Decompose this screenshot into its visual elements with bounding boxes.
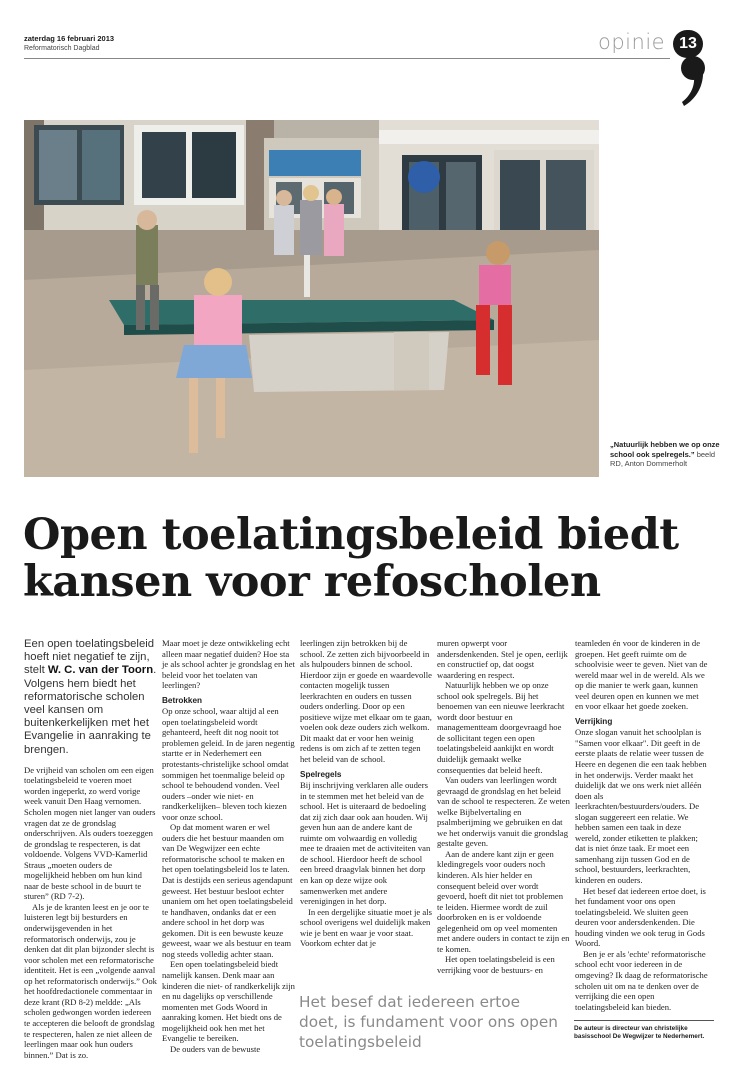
body-paragraph: Aan de andere kant zijn er geen kledingregels voor ouders noch kinderen. Als hier helder en consequent beleid over wordt gevoerd, hoeft dit niet tot problemen te leiden. Hiermee wordt de zuil doorbroken en is er voldoende gelegenheid om op veel momenten met andere ouders in contact te zijn en te komen. — [437, 848, 570, 954]
body-paragraph: Op onze school, waar altijd al een open toelatingsbeleid wordt gehanteerd, heeft dit nog nooit tot problemen geleid. In de jaren negentig startte er in Nederhemert een protestants-christelijke school omdat sommigen het toenmalige beleid op school te behoudend vonden. Veel ouders –onder wie niet- en randkerkelijken– bleven toch kiezen voor onze school. — [162, 706, 295, 822]
newspaper-name: Reformatorisch Dagblad — [24, 45, 100, 52]
body-paragraph: Als je de kranten leest en je oor te luisteren legt bij besturders en onderwijsgevenden in het reformatorisch onderwijs, zou je denken dat dit plan bijzonder slecht is voor scholen met een reformatorische identiteit. Het is een „volgende aanval op het reformatorisch onderwijs.” Ook het hoofdredactionele commentaar in deze krant (RD 8-2) meldde: „Als scholen gedwongen worden iedereen te accepteren die belooft de grondslag te respecteren, halen ze niet alleen de leerlingen maar ook hun ouders binnen.” Dat is zo. — [24, 901, 157, 1060]
headline — [23, 512, 723, 606]
photo-children-table-tennis — [24, 120, 599, 477]
masthead-rule — [24, 58, 670, 59]
headline-line-2: kansen voor refoscholen — [23, 557, 601, 607]
body-paragraph: leerlingen zijn betrokken bij de school. Ze zetten zich bijvoorbeeld in als hulpouders binnen de school. Hierdoor zijn er goede en waardevolle contacten mogelijk tussen leerkrachten en ouders en tussen ouders onderling. Door op een positieve wijze met elkaar om te gaan, voelen ook deze ouders zich welkom. Dit maakt dat er voor hen weinig redens is om zich af te zetten tegen het beleid van de school. — [300, 638, 432, 765]
body-paragraph: Ben je er als 'echte' reformatorische school echt voor iedereen in de omgeving? Ik daag de reformatorische scholen uit om na te denken over de verrijking die een open toelatingsbeleid kan bieden. — [575, 948, 708, 1012]
column-2 — [162, 638, 295, 1054]
caption-quote: „Natuurlijk hebben we op onze school ook spelregels.” — [610, 440, 720, 459]
lead-text-end: . Volgens hem biedt het reformatorische scholen veel kansen om buitenkerkelijken met het Evangelie in aanraking te brengen. — [24, 664, 157, 756]
body-paragraph: Het besef dat iedereen ertoe doet, is het fundament voor ons open toelatingsbeleid. We sluiten geen deuren voor andersdenkenden. Die houding vinden we ook terug in Gods Woord. — [575, 885, 706, 949]
subheading-spelregels: Spelregels — [300, 769, 342, 779]
body-paragraph: Op dat moment waren er wel ouders die het bestuur maanden om van De Wegwijzer een echte reformatorische school te maken en het open toelatingsbeleid los te laten. Dat is destijds een serieus agendapunt geweest. Het bestuur besloot echter unaniem om het open toelatingsbeleid te handhaven, ondanks dat er een andere school in het dorp was gekomen. Dit is een bewuste keuze geweest, waar we als bestuur en team nog steeds volledig achter staan. — [162, 822, 293, 959]
body-paragraph: Een open toelatingsbeleid biedt namelijk kansen. Denk maar aan kinderen die niet- of randkerkelijk zijn en nu dagelijks op verschillende momenten met Gods Woord in aanraking komen. Het biedt ons de mogelijkheid ook hen met het Evangelie te bereiken. — [162, 959, 295, 1044]
photo-caption — [610, 440, 720, 469]
body-paragraph: Van ouders van leerlingen wordt gevraagd de grondslag en het beleid van de school te respecteren. Ze weten welke Bijbelvertaling en psalmberijming we gebruiken en dat we het onderwijs vanuit die grondslag gestalte geven. — [437, 775, 570, 849]
lead-text: Een open toelatingsbeleid hoeft niet negatief te zijn, stelt — [24, 638, 155, 677]
column-3 — [300, 638, 433, 949]
subheading-verrijking: Verrijking — [575, 716, 613, 726]
body-paragraph: Natuurlijk hebben we op onze school ook spelregels. Bij het benoemen van een nieuwe leerkracht wordt door bestuur en managementteam doorgevraagd hoe de sollicitant tegen een open toelatingsbeleid aankijkt en wordt duidelijk gemaakt welke consequenties dat beleid heeft. — [437, 680, 565, 775]
author-note: De auteur is directeur van christelijke basisschool De Wegwijzer te Nederhemert. — [574, 1020, 714, 1042]
body-paragraph: Het open toelatingsbeleid is een verrijking voor de bestuurs- en — [437, 954, 555, 975]
page-number: 13 — [673, 30, 703, 58]
section-name: opinie — [598, 30, 666, 54]
pull-quote: Het besef dat iedereen ertoe doet, is fundament voor ons open toelatingsbeleid — [299, 993, 558, 1051]
comma-logo-icon — [676, 54, 706, 108]
lead-author: W. C. van der Toorn — [47, 664, 154, 677]
body-paragraph: De vrijheid van scholen om een eigen toelatingsbeleid te voeren moet worden ingeperkt, zo werd vorige week vanuit Den Haag vernomen. Scholen mogen niet langer van ouders vragen dat ze de grondslag onderschrijven. Als ouders toezeggen de grondslag te respecteren, is dat voldoende. Volgens VVD-Kamerlid Straus „moeten ouders de mogelijkheid hebben om hun kind naar de beste school in de buurt te sturen” (RD 7-2). — [24, 764, 156, 902]
body-paragraph: De ouders van de bewuste — [170, 1043, 261, 1054]
column-1 — [24, 638, 157, 1060]
body-paragraph: Onze slogan vanuit het schoolplan is "Samen voor elkaar". Dit geeft in de eerste plaats de relatie weer tussen de Heere en degenen die een taak hebben in het onderwijs. Verder maakt het duidelijk dat we ons werk niet alléén doen als leerkrachten/bestuurders/ouders. De slogan suggereert een relatie. We hebben samen een taak in deze wereld, zonder etiketten te plakken; dat is niet ónze taak. Er moet een samenhang zijn tussen God en de school, bestuurders, leerkrachten, kinderen en ouders. — [575, 727, 707, 886]
lead-paragraph — [24, 638, 157, 757]
subheading-betrokken: Betrokken — [162, 695, 203, 705]
issue-date: zaterdag 16 februari 2013 — [24, 34, 115, 43]
body-paragraph: In een dergelijke situatie moet je als school overigens wel duidelijk maken wie je bent en waar je voor staat. Voorkom echter dat je — [300, 906, 432, 949]
headline-line-1: Open toelatingsbeleid biedt — [23, 510, 679, 560]
body-paragraph: teamleden én voor de kinderen in de groepen. Het geeft ruimte om de schoolvisie weer te geven. Niet van de wereld maar wel in de wereld. Als we op die manier te werk gaan, kunnen veel deuren open en kunnen we met en voor elkaar het goede zoeken. — [575, 638, 708, 712]
body-paragraph: Bij inschrijving verklaren alle ouders in te stemmen met het beleid van de school. Het is uiteraard de bedoeling dat zij zich daar ook aan houden. Wij geven hun aan de andere kant de ruimte om volwaardig en volledig mee te draaien met de activiteiten van de school. Hierdoor heeft de school een breed draagvlak binnen het dorp en kan op deze wijze ook samenwerken met andere verenigingen in het dorp. — [300, 780, 431, 907]
column-4 — [437, 638, 570, 976]
caption-credit: beeld RD, Anton Dommerholt — [610, 449, 716, 468]
body-paragraph: Maar moet je deze ontwikkeling echt alleen maar negatief duiden? Hoe sta je als school achter je grondslag en het beleid voor het toelaten van leerlingen? — [162, 638, 295, 691]
column-5 — [575, 638, 708, 1012]
body-paragraph: muren opwerpt voor andersdenkenden. Stel je open, eerlijk en constructief op, dat oogst waardering en respect. — [437, 638, 568, 680]
